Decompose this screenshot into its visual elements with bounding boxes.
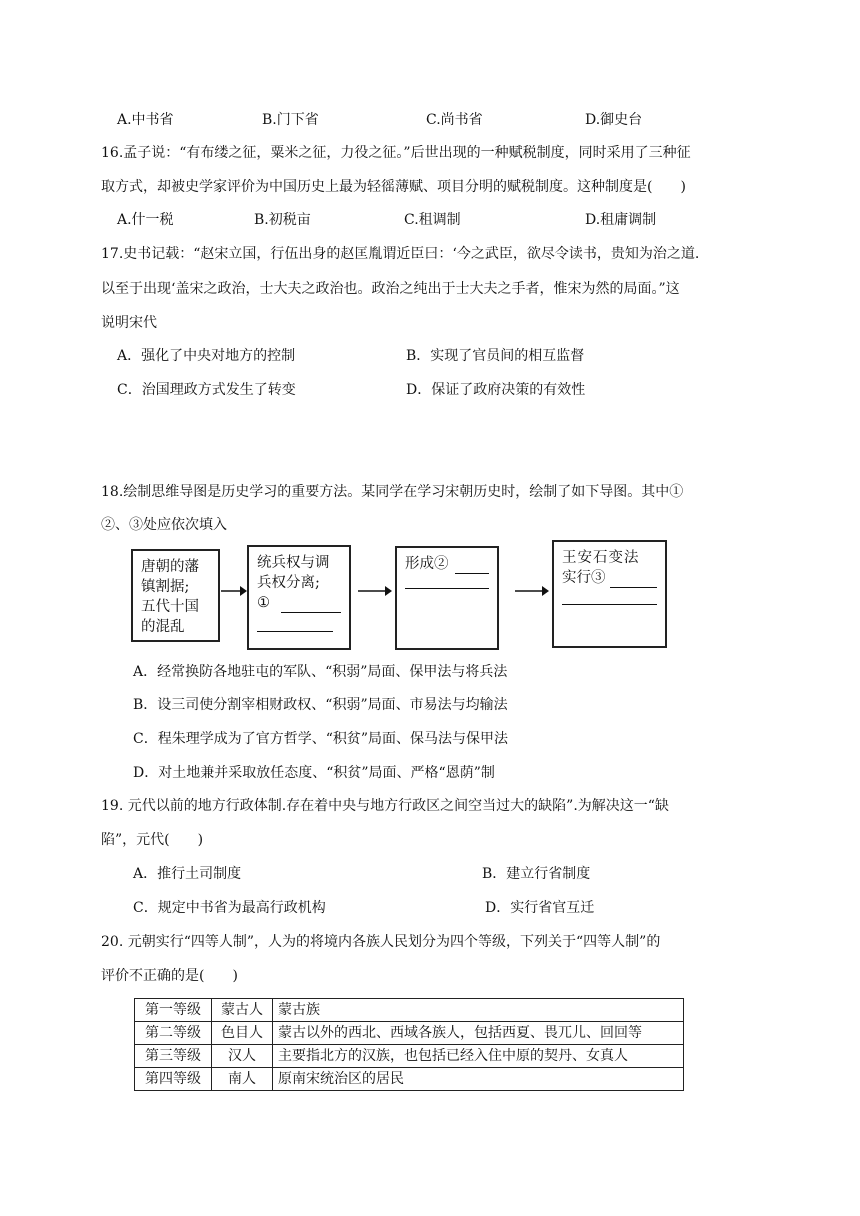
arrow-icon bbox=[221, 585, 247, 597]
box4-blank2 bbox=[562, 588, 657, 608]
q17-stem-line1: 17.史书记载：“赵宋立国，行伍出身的赵匡胤谓近臣曰：‘今之武臣，欲尽令读书，贵知为治之道. bbox=[101, 246, 700, 262]
table-cell-group: 汉人 bbox=[212, 1045, 273, 1068]
q16-option-c: C.租调制 bbox=[404, 212, 461, 228]
q18-option-c: C．程朱理学成为了官方哲学、“积贫”局面、保马法与保甲法 bbox=[133, 731, 509, 747]
q19-stem-line2: 陷”，元代( ) bbox=[101, 832, 204, 848]
table-cell-desc: 蒙古族 bbox=[273, 999, 684, 1022]
q17-option-c: C．治国理政方式发生了转变 bbox=[117, 382, 296, 398]
q16-option-b: B.初税亩 bbox=[254, 212, 311, 228]
q18-stem-line2: ②、③处应依次填入 bbox=[101, 517, 227, 533]
box3-blank1 bbox=[405, 554, 489, 574]
q16-stem-line1: 16.孟子说：“有布缕之征，粟米之征，力役之征。”后世出现的一种赋税制度，同时采用了三种征 bbox=[101, 145, 691, 161]
box3-line1: 形成② bbox=[405, 556, 449, 572]
q20-stem-line1: 20. 元朝实行“四等人制”，人为的将境内各族人民划分为四个等级，下列关于“四等人制”的 bbox=[101, 934, 661, 950]
q17-option-b: B．实现了官员间的相互监督 bbox=[406, 348, 585, 364]
box1-line4: 的混乱 bbox=[141, 619, 185, 635]
table-cell-grade: 第一等级 bbox=[135, 999, 212, 1022]
q18-stem-line1: 18.绘制思维导图是历史学习的重要方法。某同学在学习宋朝历史时，绘制了如下导图。其中① bbox=[101, 484, 684, 500]
box4-blank1 bbox=[562, 568, 657, 588]
box2-line3: ① bbox=[257, 595, 270, 611]
table-row bbox=[135, 1045, 684, 1068]
table-cell-group: 色目人 bbox=[212, 1022, 273, 1045]
arrow-icon bbox=[515, 585, 549, 597]
box3-blank2 bbox=[405, 574, 489, 594]
mindmap-box-4 bbox=[552, 540, 667, 648]
box1-line2: 镇割据; bbox=[141, 579, 190, 595]
q19-stem-line1: 19. 元代以前的地方行政体制.存在着中央与地方行政区之间空当过大的缺陷”.为解决这一“缺 bbox=[101, 798, 669, 814]
table-row bbox=[135, 1068, 684, 1091]
arrow-icon bbox=[358, 585, 392, 597]
mindmap-box-1 bbox=[131, 549, 220, 642]
box4-line1: 王安石变法 bbox=[562, 550, 640, 566]
table-cell-grade: 第四等级 bbox=[135, 1068, 212, 1091]
box2-line1: 统兵权与调 bbox=[257, 555, 330, 571]
q17-option-a: A．强化了中央对地方的控制 bbox=[117, 348, 296, 364]
q17-option-d: D．保证了政府决策的有效性 bbox=[406, 382, 586, 398]
q15-option-a: A.中书省 bbox=[117, 112, 174, 128]
q15-option-d: D.御史台 bbox=[585, 112, 643, 128]
q19-option-b: B．建立行省制度 bbox=[482, 866, 591, 882]
box4-line2: 实行③ bbox=[562, 570, 606, 586]
table-cell-group: 蒙古人 bbox=[212, 999, 273, 1022]
q20-stem-line2: 评价不正确的是( ) bbox=[101, 968, 238, 984]
mindmap-box-2 bbox=[247, 545, 351, 650]
q19-option-d: D．实行省官互迁 bbox=[485, 900, 595, 916]
q18-option-b: B．设三司使分割宰相财政权、“积弱”局面、市易法与均输法 bbox=[133, 697, 508, 713]
table-cell-desc: 蒙古以外的西北、西域各族人，包括西夏、畏兀儿、回回等 bbox=[273, 1022, 684, 1045]
q17-stem-line2: 以至于出现‘盖宋之政治，士大夫之政治也。政治之纯出于士大夫之手者，惟宋为然的局面。”这 bbox=[101, 281, 680, 297]
q16-option-a: A.什一税 bbox=[117, 212, 174, 228]
q18-option-a: A．经常换防各地驻屯的军队、“积弱”局面、保甲法与将兵法 bbox=[133, 664, 508, 680]
table-row bbox=[135, 999, 684, 1022]
table-cell-grade: 第三等级 bbox=[135, 1045, 212, 1068]
box1-line1: 唐朝的藩 bbox=[141, 559, 199, 575]
mindmap-box-3 bbox=[395, 546, 499, 650]
box2-blank2 bbox=[257, 613, 341, 633]
table-cell-grade: 第二等级 bbox=[135, 1022, 212, 1045]
q15-option-b: B.门下省 bbox=[262, 112, 319, 128]
box1-line3: 五代十国 bbox=[141, 599, 199, 615]
four-class-table bbox=[134, 998, 684, 1091]
q16-option-d: D.租庸调制 bbox=[585, 212, 657, 228]
q18-option-d: D．对土地兼并采取放任态度、“积贫”局面、严格“恩荫”制 bbox=[133, 765, 495, 781]
q16-stem-line2: 取方式，却被史学家评价为中国历史上最为轻徭薄赋、项目分明的赋税制度。这种制度是( ) bbox=[101, 179, 686, 195]
table-row bbox=[135, 1022, 684, 1045]
table-cell-desc: 主要指北方的汉族，也包括已经入住中原的契丹、女真人 bbox=[273, 1045, 684, 1068]
q19-option-c: C．规定中书省为最高行政机构 bbox=[133, 900, 326, 916]
table-cell-group: 南人 bbox=[212, 1068, 273, 1091]
box2-blank1 bbox=[257, 593, 341, 613]
q15-option-c: C.尚书省 bbox=[426, 112, 483, 128]
q17-stem-line3: 说明宋代 bbox=[101, 315, 157, 331]
table-cell-desc: 原南宋统治区的居民 bbox=[273, 1068, 684, 1091]
q19-option-a: A．推行土司制度 bbox=[133, 866, 242, 882]
box2-line2: 兵权分离; bbox=[257, 575, 320, 591]
